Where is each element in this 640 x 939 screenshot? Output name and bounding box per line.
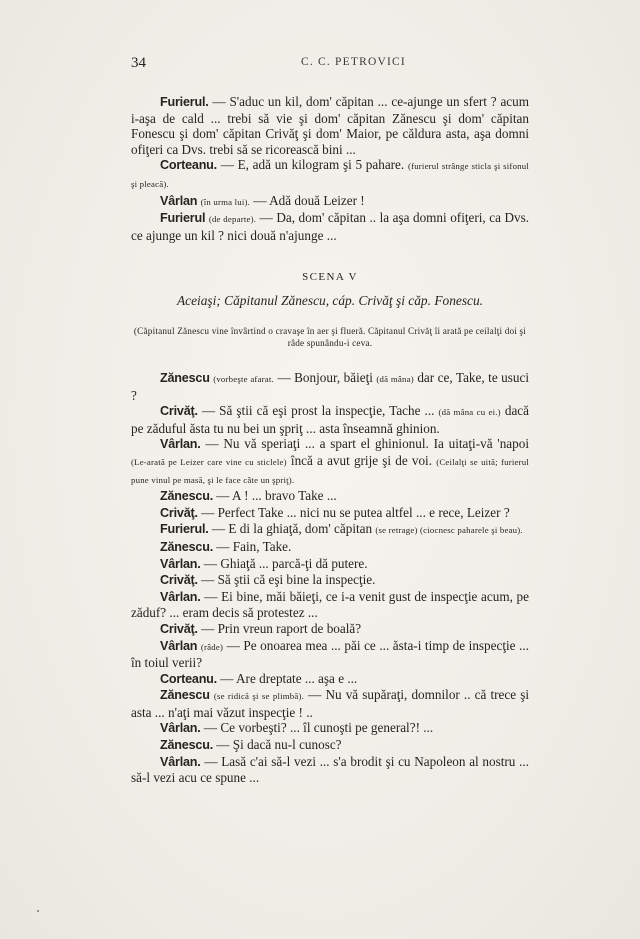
speaker-name: Vârlan. (160, 556, 201, 571)
dialogue-paragraph (131, 436, 529, 488)
dialogue-paragraph (131, 572, 529, 589)
scene-title: SCENA V (302, 271, 358, 283)
speaker-name: Zănescu. (160, 489, 213, 504)
dialogue-paragraph (131, 737, 529, 754)
speaker-name: Vârlan. (160, 589, 201, 604)
speaker-name: Crivăţ. (160, 621, 198, 636)
dialogue-line: — Nu vă speriaţi ... a spart el ghinionul. Ia uitaţi-vă 'napoi (200, 436, 529, 452)
paper-speck (37, 910, 39, 912)
dialogue-line: dar ce, Take, te usuci ? (131, 370, 530, 403)
speaker-name: Zănescu (160, 371, 210, 385)
dialogue-paragraph (131, 193, 529, 211)
speaker-name: Vârlan. (160, 754, 201, 769)
dialogue-line: — Bonjour, băieţi (273, 370, 377, 385)
dialogue-paragraph (131, 638, 529, 671)
page-header (131, 55, 523, 75)
stage-direction: (vorbeşte afarat. (213, 374, 274, 384)
speaker-name: Corteanu. (160, 671, 217, 686)
speaker-name: Zănescu. (160, 539, 213, 554)
stage-direction: (în urma lui). (200, 196, 251, 207)
dialogue-line: — Prin vreun raport de boală? (197, 620, 362, 636)
dialogue-paragraph (131, 556, 529, 573)
speaker-name: Corteanu. (160, 158, 217, 173)
dialogue-block-top (131, 94, 529, 243)
speaker-name: Vârlan (160, 193, 198, 208)
dialogue-line: — Fain, Take. (213, 538, 292, 554)
dialogue-line: — E di la ghiaţă, dom' căpitan (208, 521, 376, 537)
dialogue-block-scene (131, 370, 529, 786)
speaker-name: Zănescu (160, 688, 210, 703)
stage-direction: (râde) (200, 641, 224, 652)
dialogue-paragraph (131, 157, 529, 192)
speaker-name: Furierul (160, 211, 206, 226)
stage-direction: (de departe). (208, 214, 257, 225)
dialogue-line: dacă pe zăduful ăsta tu nu bei un şpriţ ... asta înseamnă ghinion. (131, 403, 529, 436)
dialogue-line: — A ! ... bravo Take ... (213, 488, 337, 504)
page-number: 34 (131, 55, 146, 71)
dialogue-paragraph (131, 210, 529, 243)
dialogue-paragraph (131, 621, 529, 638)
dialogue-line: — Ghiaţă ... parcă-ţi dă putere. (200, 555, 368, 571)
stage-direction: (Le-arată pe Leizer care vine cu sticlele) (131, 456, 287, 467)
speaker-name: Zănescu. (160, 738, 213, 753)
speaker-name: Vârlan. (160, 721, 201, 736)
dialogue-line: — S'aduc un kil, dom' căpitan ... ce-ajunge un sfert ? acum i-aşa de cald ... trebi să vie şi dom' căpitan Zănescu şi dom' căpitan Fonescu şi dom' căpitan Crivăţ şi dom' Maior, pe căldura asta, aşa domni ofiţeri ca Dvs. trebi să se ricorească bini ... (131, 94, 529, 157)
scene-stage-direction: (Căpitanul Zănescu vine învârtind o cravaşe în aer şi flueră. Căpitanul Crivăţ îi arată pe ceilalţi doi şi râde spunându-i ceva. (133, 326, 527, 349)
dialogue-line: — E, adă un kilogram şi 5 pahare. (216, 157, 408, 173)
stage-direction: (furierul strânge sticla şi sifonul şi pleacă). (131, 161, 530, 189)
speaker-name: Furierul. (160, 522, 209, 537)
dialogue-line: — Să ştii că eşi bine la inspecţie. (197, 572, 376, 588)
dialogue-paragraph (131, 370, 529, 403)
stage-direction: (se ridică şi se plimbă). (213, 691, 305, 702)
speaker-name: Crivăţ. (160, 573, 198, 588)
dialogue-paragraph (131, 720, 529, 737)
dialogue-paragraph (131, 94, 529, 157)
stage-direction: (se retrage) (ciocnesc paharele şi beau). (375, 525, 523, 536)
stage-direction: (Ceilalţi se uită; furierul pune vinul pe masă, şi le face câte un şpriţ). (131, 456, 529, 485)
dialogue-line: — Adă două Leizer ! (250, 192, 365, 208)
dialogue-paragraph (131, 539, 529, 556)
dialogue-line: — Ce vorbeşti? ... îl cunoşti pe general?! ... (200, 720, 434, 736)
dialogue-line: — Ei bine, măi băieţi, ce i-a venit gust de inspecţie acum, pe zăduf? ... eram decis să protestez ... (131, 588, 529, 621)
dialogue-line: — Şi dacă nu-l cunosc? (213, 737, 342, 753)
dialogue-line: — Lasă c'ai să-l vezi ... s'a brodit şi cu Napoleon al nostru ... să-l vezi acu ce spune ... (131, 753, 529, 786)
dialogue-paragraph (131, 505, 529, 522)
dialogue-line: — Nu vă supăraţi, domnilor .. că trece şi asta ... n'aţi mai văzut inspecţie ! .. (131, 687, 530, 720)
dialogue-line: — Are dreptate ... aşa e ... (216, 670, 358, 686)
dialogue-paragraph (131, 671, 529, 688)
dialogue-line: — Da, dom' căpitan .. la aşa domni ofiţeri, ca Dvs. ce ajunge un kil ? nici două n'ajunge ... (131, 210, 530, 243)
speaker-name: Crivăţ. (160, 505, 198, 520)
dialogue-line: — Pe onoarea mea ... păi ce ... ăsta-i timp de inspecţie ... în toiul verii? (131, 637, 529, 671)
dialogue-line: — Să ştii că eşi prost la inspecţie, Tache ... (197, 403, 439, 419)
stage-direction: (dă mâna cu ei.) (438, 407, 501, 418)
speaker-name: Crivăţ. (160, 404, 198, 419)
dialogue-paragraph (131, 521, 529, 539)
dialogue-paragraph (131, 488, 529, 505)
speaker-name: Vârlan (160, 638, 198, 653)
dialogue-paragraph (131, 589, 529, 621)
running-title: C. C. PETROVICI (301, 56, 406, 68)
scene-characters: Aceiaşi; Căpitanul Zănescu, cáp. Crivăţ şi căp. Fonescu. (176, 293, 484, 308)
dialogue-line: — Perfect Take ... nici nu se putea altfel ... e rece, Leizer ? (197, 504, 510, 520)
speaker-name: Vârlan. (160, 437, 201, 452)
dialogue-line: încă a avut grije şi de voi. (286, 452, 437, 468)
dialogue-paragraph (131, 403, 529, 436)
speaker-name: Furierul. (160, 95, 209, 109)
dialogue-paragraph (131, 754, 529, 786)
dialogue-paragraph (131, 687, 529, 720)
stage-direction: (dă mâna) (376, 374, 414, 384)
